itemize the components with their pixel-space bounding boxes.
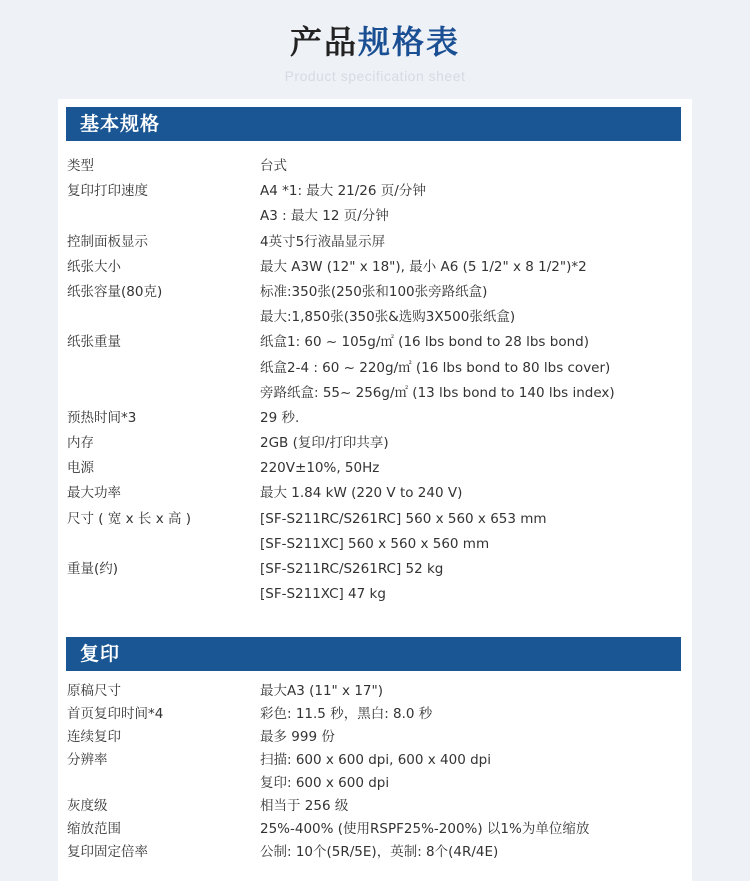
spec-row	[67, 431, 692, 456]
basic-spec-heading: 基本规格	[66, 107, 681, 141]
spec-row	[67, 356, 692, 381]
spec-row	[67, 841, 692, 864]
spec-value: 2GB (复印/打印共享)	[260, 435, 389, 452]
spec-value: A4 *1: 最大 21/26 页/分钟	[260, 183, 426, 200]
basic-spec-table	[67, 154, 692, 607]
spec-value: 25%-400% (使用RSPF25%-200%) 以1%为单位缩放	[260, 821, 590, 837]
spec-label: 纸张大小	[67, 258, 121, 275]
spec-label: 连续复印	[67, 729, 121, 745]
spec-row	[67, 680, 692, 703]
spec-row	[67, 726, 692, 749]
copy-spec-heading: 复印	[66, 637, 681, 671]
spec-value: [SF-S211XC] 560 x 560 x 560 mm	[260, 535, 490, 552]
spec-row	[67, 703, 692, 726]
spec-row	[67, 255, 692, 280]
spec-row	[67, 406, 692, 431]
spec-value: 台式	[260, 158, 287, 174]
basic-spec-card	[58, 99, 692, 629]
spec-row	[67, 204, 692, 229]
spec-row	[67, 305, 692, 330]
spec-value: 相当于 256 级	[260, 798, 349, 814]
spec-label: 原稿尺寸	[67, 683, 121, 699]
spec-label: 尺寸 ( 宽 x 长 x 高 )	[67, 510, 192, 527]
spec-value: 最大:1,850张(350张&选购3X500张纸盒)	[260, 309, 516, 326]
spec-label: 最大功率	[67, 485, 121, 502]
spec-label: 复印固定倍率	[67, 844, 148, 860]
spec-row	[67, 381, 692, 406]
spec-label: 预热时间*3	[67, 409, 137, 426]
spec-row	[67, 532, 692, 557]
spec-row	[67, 179, 692, 204]
spec-label: 首页复印时间*4	[67, 706, 164, 722]
spec-label: 分辨率	[67, 752, 108, 768]
spec-label: 纸张容量(80克)	[67, 283, 163, 300]
spec-value: 彩色: 11.5 秒，黑白: 8.0 秒	[260, 706, 433, 722]
spec-label: 灰度级	[67, 798, 108, 814]
page-header	[0, 18, 750, 84]
spec-label: 复印打印速度	[67, 183, 148, 200]
spec-row	[67, 154, 692, 179]
spec-value: 纸盒1: 60 ~ 105g/㎡ (16 lbs bond to 28 lbs bond)	[260, 334, 589, 351]
spec-row	[67, 456, 692, 481]
spec-value: 最大 A3W (12" x 18"), 最小 A6 (5 1/2" x 8 1/2")*2	[260, 258, 587, 275]
spec-value: 最多 999 份	[260, 729, 335, 745]
spec-value: 复印: 600 x 600 dpi	[260, 775, 390, 791]
spec-value: 29 秒.	[260, 409, 300, 426]
spec-label: 类型	[67, 158, 94, 174]
spec-row	[67, 749, 692, 772]
page-title-plain: 产品	[289, 23, 358, 61]
spec-value: 公制: 10个(5R/5E)，英制: 8个(4R/4E)	[260, 844, 499, 860]
copy-spec-card	[58, 628, 692, 881]
spec-value: 4英寸5行液晶显示屏	[260, 233, 386, 250]
spec-value: A3 : 最大 12 页/分钟	[260, 208, 389, 225]
spec-label: 控制面板显示	[67, 233, 148, 250]
spec-value: [SF-S211XC] 47 kg	[260, 586, 386, 603]
spec-value: 扫描: 600 x 600 dpi, 600 x 400 dpi	[260, 752, 491, 768]
spec-row	[67, 481, 692, 506]
spec-row	[67, 818, 692, 841]
copy-spec-table	[67, 680, 692, 864]
spec-row	[67, 795, 692, 818]
spec-label: 缩放范围	[67, 821, 121, 837]
spec-label: 纸张重量	[67, 334, 121, 351]
spec-row	[67, 772, 692, 795]
spec-value: 纸盒2-4 : 60 ~ 220g/㎡ (16 lbs bond to 80 lbs cover)	[260, 359, 611, 376]
spec-label: 重量(约)	[67, 561, 119, 577]
spec-value: 最大 1.84 kW (220 V to 240 V)	[260, 485, 463, 502]
spec-row	[67, 557, 692, 582]
spec-value: 220V±10%, 50Hz	[260, 460, 380, 477]
spec-value: 旁路纸盒: 55~ 256g/㎡ (13 lbs bond to 140 lbs index)	[260, 384, 615, 401]
page-title-accent: 规格表	[358, 23, 461, 61]
spec-row	[67, 280, 692, 305]
spec-value: [SF-S211RC/S261RC] 560 x 560 x 653 mm	[260, 510, 547, 527]
spec-row	[67, 582, 692, 607]
spec-label: 内存	[67, 435, 94, 452]
page-title	[0, 18, 750, 66]
spec-row	[67, 330, 692, 355]
spec-row	[67, 507, 692, 532]
spec-row	[67, 230, 692, 255]
spec-value: 标准:350张(250张和100张旁路纸盒)	[260, 283, 488, 300]
page-subtitle: Product specification sheet	[284, 68, 466, 84]
spec-value: 最大A3 (11" x 17")	[260, 683, 383, 699]
spec-value: [SF-S211RC/S261RC] 52 kg	[260, 561, 444, 577]
spec-label: 电源	[67, 460, 94, 477]
